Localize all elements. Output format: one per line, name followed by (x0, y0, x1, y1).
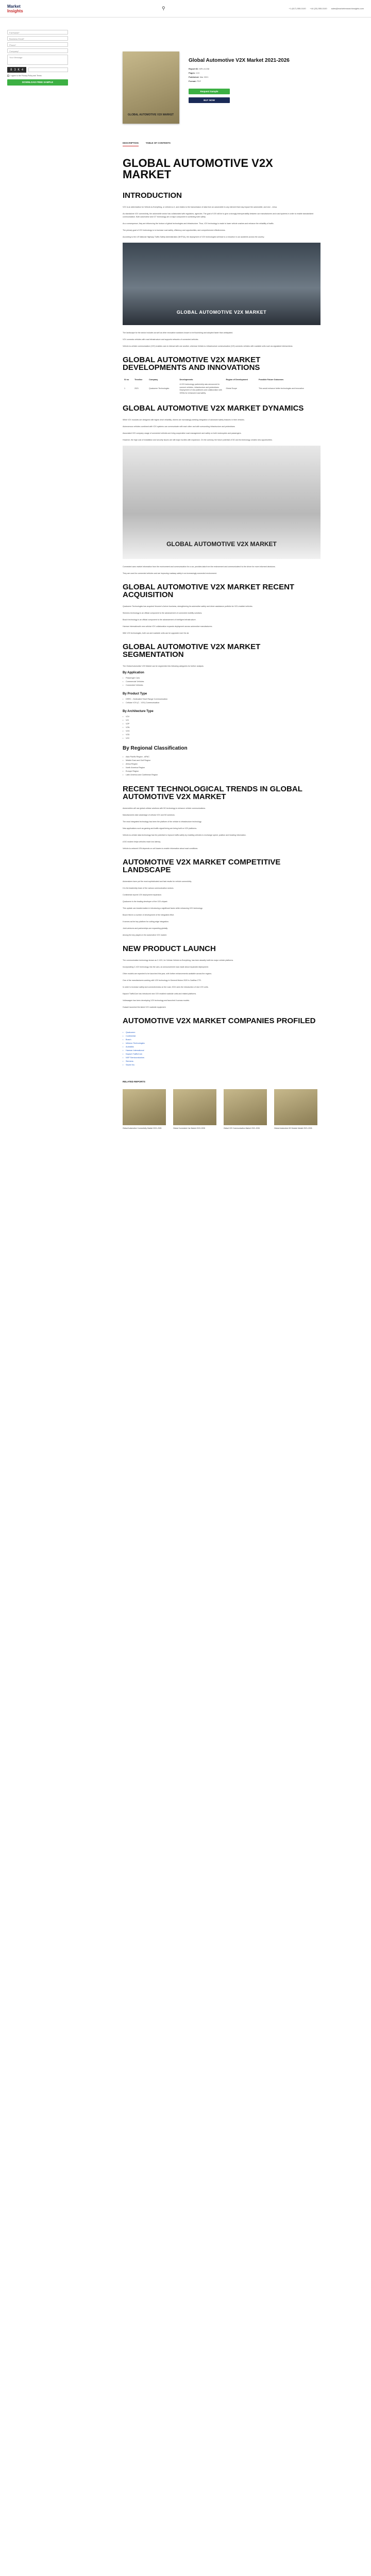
list-item: • DSRC - Dedicated Short Range Communication (123, 698, 321, 701)
comp-p2: It is the leadership team of the various communication sectors. (123, 887, 174, 889)
dyn-p2: Autonomous vehicles combined with V2X systems can communicate with each other and with surrounding infrastructure and pedestrians. (123, 426, 235, 428)
related-title[interactable]: Global Automotive 5G Module Market 2021-2026 (274, 1127, 312, 1129)
region-list (123, 755, 321, 777)
top-header (0, 0, 371, 18)
download-sample-button[interactable]: DOWNLOAD FREE SAMPLE (7, 79, 68, 86)
col-timeline: Timeline (134, 379, 143, 381)
comp-p8: Joint ventures and partnerships are expanding globally. (123, 927, 168, 929)
related-title[interactable]: Global Automotive Connectivity Market 2021-2026 (123, 1127, 162, 1129)
companies-heading: AUTOMOTIVE V2X MARKET COMPANIES PROFILED (123, 1016, 316, 1025)
company-link[interactable]: • Bosch (123, 1038, 321, 1042)
list-item: • North America Region (123, 766, 321, 770)
consent-checkbox[interactable] (7, 75, 68, 77)
header-contacts (289, 7, 364, 10)
phone-us[interactable]: +1 (617) 555-0100 (289, 7, 306, 10)
comp-p1: Automakers have put the most sophisticated and fast results for vehicle connectivity. (123, 880, 192, 883)
region-heading: By Regional Classification (123, 745, 188, 751)
launch-p6: Kapsch TrafficCom has introduced new V2X enabled roadside units and related platforms. (123, 993, 197, 995)
dyn-p5: Connected vans market information from the environment and communication for a car, provides data from the environment and communicates it to the driver for more informed decisions. (123, 566, 276, 568)
launch-p1: The communication technology known as C-V2X, for Cellular Vehicle-to-Everything, has been steadily built into major vehicle platforms. (123, 959, 234, 961)
list-item: • Commercial Vehicles (123, 680, 321, 684)
related-title[interactable]: Global Connected Car Market 2021-2026 (173, 1127, 206, 1129)
related-thumb[interactable] (224, 1089, 267, 1125)
report-format: PDF (197, 80, 201, 82)
list-item: • Connected Vehicles (123, 684, 321, 687)
date-label: Published: (189, 76, 199, 78)
launch-heading: NEW PRODUCT LAUNCH (123, 944, 216, 953)
competitive-heading: AUTOMOTIVE V2X MARKET COMPETITIVE LANDSCAPE (123, 858, 281, 874)
list-item: • V2C (123, 737, 321, 740)
seg-p: The Global Automotive V2X Market can be segmented into following categories for further analysis. (123, 665, 204, 667)
launch-p7: Volkswagen has been developing V2X technology and launched it across models. (123, 999, 190, 1002)
trend-p6: A 5G modem helps vehicles reach low latency. (123, 841, 161, 843)
search-icon[interactable]: ⚲ (162, 6, 165, 11)
trend-p7: Vehicle-to-network V2N depends on cell towers to enable information about road conditions. (123, 848, 198, 850)
related-thumb[interactable] (173, 1089, 216, 1125)
list-item: • Asia Pacific Region - APAC (123, 755, 321, 759)
cell-company: Qualcomm Technologies (149, 387, 170, 390)
application-list (123, 676, 321, 687)
name-field[interactable]: Full Name* (7, 30, 68, 35)
email-field[interactable]: Business Email* (7, 36, 68, 41)
phone-field[interactable]: Phone* (7, 42, 68, 47)
pages-label: Pages: (189, 72, 196, 74)
intro-heading: INTRODUCTION (123, 191, 182, 200)
comp-p9: Among the key players in the automotive V2X market. (123, 934, 167, 936)
comp-p5: This update can transformation in introducing a significant factor while enhancing V2X technology. (123, 907, 203, 909)
cell-development: A V2X technology partnership was announced to connect vehicles, infrastructure and pedestrians. Deployment of new platforms and collaboration with OEMs for enhanced road safety. (179, 383, 222, 394)
col-region: Region of Development (226, 379, 248, 381)
intro-p1: V2X is an abbreviation for Vehicle-to-Everything, or vehicle-to-X, and relates to the transmission of data from an automobile to any element that may impact the automobile, and vice - versa. (123, 206, 277, 208)
report-pages: 124 (196, 72, 199, 74)
report-meta (189, 67, 318, 83)
intro-p7: V2X connects vehicles with road infrastructure and supports networks of connected vehicles. (123, 338, 199, 341)
acq-p4: Harman International's new cellular V2X collaboration expands deployment across automotive manufacturers. (123, 625, 213, 628)
list-item: • Africa Region (123, 762, 321, 766)
related-reports (123, 1089, 321, 1130)
list-item: • Cellular V2X (C - V2X) Communication (123, 701, 321, 705)
related-report-card[interactable] (123, 1089, 166, 1130)
related-report-card[interactable] (224, 1089, 267, 1130)
related-report-card[interactable] (173, 1089, 216, 1130)
intro-p5: According to the US National Highway Traffic Safety Administration (NHTSA), the deployment of V2X technologies will lead to a reduction in car accidents across the country. (123, 236, 265, 238)
message-field[interactable]: Your Message (7, 55, 68, 65)
acq-p3: Bosch technology is an official component to the advancement of intelligent infrastructure. (123, 619, 196, 621)
architecture-list (123, 715, 321, 740)
intro-p6: The landscape for the sector includes as well as other innovative solutions known to be flourishing and adopted faster than anticipated. (123, 332, 233, 334)
launch-p4: One of the manufacturers working with V2X technology in General Motors 2020 is Cadillac CTS. (123, 979, 201, 981)
report-hero (123, 52, 318, 126)
company-link[interactable]: • Kapsch TrafficCom (123, 1053, 321, 1056)
header-email[interactable]: sales@marketresearchinsights.com (331, 7, 364, 10)
comp-p3: Continental reports V2X deployment expansion. (123, 894, 162, 896)
intro-p2: As standalone V2X connectivity, the automobile sector has collaborated with regulators, agencies. The goal of V2X will be to give a strongly interoperability between car manufacturers and road systems in order to enable standardized communication. Both automotive and ICT technology are a major component in achieving both safety. (123, 213, 314, 218)
launch-p3: Other models are expected to be launched this year, with further enhancements available across the regions. (123, 973, 212, 975)
trends-heading: RECENT TECHNOLOGICAL TRENDS IN GLOBAL AUTOMOTIVE V2X MARKET (123, 785, 302, 801)
list-item: • V2P (123, 722, 321, 726)
report-title: Global Automotive V2X Market 2021-2026 (189, 58, 290, 63)
id-label: Report ID: (189, 67, 199, 70)
launch-p5: In order to increase safety and connectiveness on the road, 2021 sees the introduction of new V2X units. (123, 986, 209, 988)
acq-p5: With V2X technologies, both car and roadside units can be upgraded over the air. (123, 632, 190, 634)
cell-timeline: 2021 (134, 387, 139, 390)
logo-line1: Market (7, 4, 21, 9)
logo-accent: Insights (7, 8, 23, 13)
company-link[interactable]: • Harman International (123, 1049, 321, 1053)
image-1-caption: GLOBAL AUTOMOTIVE V2X MARKET (176, 310, 267, 315)
list-item: • V2N (123, 726, 321, 730)
col-sl-no: Sl no (124, 379, 129, 381)
report-tabs (123, 142, 171, 146)
related-thumb[interactable] (274, 1089, 317, 1125)
image-2-caption: GLOBAL AUTOMOTIVE V2X MARKET (166, 540, 277, 548)
companies-list (123, 1031, 321, 1067)
list-item: • V2D (123, 733, 321, 737)
segmentation-heading: GLOBAL AUTOMOTIVE V2X MARKET SEGMENTATION (123, 642, 261, 659)
company-link[interactable]: • Continental (123, 1035, 321, 1038)
developments-heading: GLOBAL AUTOMOTIVE V2X MARKET DEVELOPMENTS AND INNOVATIONS (123, 355, 261, 372)
company-field[interactable]: Company* (7, 48, 68, 53)
cell-region: Global Scope (226, 387, 238, 390)
trend-p3: The most integrated technology has been the platform of the vehicle to infrastructure technology. (123, 821, 202, 823)
related-report-card[interactable] (274, 1089, 317, 1130)
col-outcomes: Possible Future Outcomes (259, 379, 284, 381)
cell-no: 1 (124, 387, 125, 390)
intro-p3: As a consequence, they are influencing the horizon of global technologies and infrastructure. Thus, V2X technology is made to lower vehicle crashes and enhance the reliability of traffic. (123, 223, 274, 225)
application-heading: By Application (123, 671, 144, 674)
consent-label: I agree to the Privacy Policy and Terms (10, 75, 42, 77)
list-item: • Latin America and Caribbean Region (123, 773, 321, 777)
cover-title: GLOBAL AUTOMOTIVE V2X MARKET (128, 113, 174, 116)
report-cover (123, 52, 179, 124)
col-developments: Developments (179, 379, 193, 381)
buy-now-button[interactable]: BUY NOW (189, 97, 230, 103)
request-sample-button[interactable]: Request Sample (189, 89, 230, 94)
list-item: • V2G (123, 730, 321, 733)
dynamics-heading: GLOBAL AUTOMOTIVE V2X MARKET DYNAMICS (123, 404, 304, 413)
dyn-p4: However, the high cost of installation and security issues are still major hurdles with expansion. On the contrary, the future potential of 5G and its technology creates new opportunities. (123, 439, 273, 441)
comp-p7: It serves as the key platform for cutting-edge integration. (123, 921, 169, 923)
table-row (123, 382, 321, 396)
related-title[interactable]: Global V2V Communication Market 2021-2026 (224, 1127, 260, 1129)
related-thumb[interactable] (123, 1089, 166, 1125)
trend-p1: Automobiles will use global cellular solutions with 5G technology to enhance vehicle communications. (123, 807, 206, 809)
infographic-image-2 (123, 446, 321, 559)
launch-p2: Incorporating C-V2X technology into the cars, an announcement was made about expanded deployment. (123, 966, 209, 968)
acquisition-heading: GLOBAL AUTOMOTIVE V2X MARKET RECENT ACQUISITION (123, 583, 295, 599)
site-logo[interactable] (7, 4, 43, 13)
col-company: Company (149, 379, 158, 381)
table-header-row (123, 378, 321, 382)
intro-p4: The primary goal of V2X technology is to increase road safety, efficiency and opportunities, and comprehensive effectiveness. (123, 229, 226, 231)
list-item: • Passenger Cars (123, 676, 321, 680)
company-link[interactable]: • Qualcomm (123, 1031, 321, 1035)
company-link[interactable]: • Autotalks (123, 1045, 321, 1049)
list-item: • V2V (123, 715, 321, 719)
comp-p4: Qualcomm is the leading developer of the V2X chipset. (123, 901, 168, 903)
dyn-p6: They are used for connected vehicles and are improving roadway safety in an increasingly connected environment. (123, 572, 217, 574)
phone-uk[interactable]: +44 (20) 555-0100 (310, 7, 327, 10)
list-item: • Europe Region (123, 770, 321, 773)
product-type-list (123, 698, 321, 705)
company-link[interactable]: • Infineon Technologies (123, 1042, 321, 1045)
developments-table (123, 378, 321, 396)
report-content (123, 155, 321, 1130)
launch-p8: Huawei launched the latest V2X roadside equipment. (123, 1006, 166, 1008)
format-label: Format: (189, 80, 196, 82)
tab-toc[interactable]: TABLE OF CONTENTS (145, 142, 171, 144)
architecture-heading: By Architecture Type (123, 710, 154, 713)
product-type-heading: By Product Type (123, 692, 147, 696)
trend-p2: Manufacturers take advantage of cellular V2X and 5G solutions. (123, 814, 175, 816)
sample-request-form (7, 30, 68, 86)
intro-p8: Vehicle-to-vehicle communication (V2V) enables cars to interact with one another, whereas Vehicle-to-Infrastructure communication (V2I) connects vehicles with roadside units such as signalized intersections. (123, 345, 293, 347)
company-link[interactable]: • Siemens (123, 1060, 321, 1063)
tab-description[interactable]: DESCRIPTION (123, 142, 139, 146)
list-item: • Middle East and Gulf Region (123, 759, 321, 762)
acq-p1: Qualcomm Technologies has acquired Veoneer's Arriver business, strengthening its automotive safety and driver assistance portfolio for V2X-enabled vehicles. (123, 605, 253, 607)
list-item: • V2I (123, 719, 321, 722)
acq-p2: Siemens technology is an official component to the advancement of connected mobility solutions. (123, 612, 203, 614)
dyn-p1: While V2X modules are designed with higher-level reliability, drivers are increasingly seeking integration of advanced safety features in their vehicles. (123, 419, 245, 421)
related-heading: RELATED REPORTS (123, 1080, 145, 1083)
comp-p6: Bosch filed in a number of development of the integrated effort. (123, 914, 175, 916)
page-title: GLOBAL AUTOMOTIVE V2X MARKET (123, 157, 273, 181)
report-date: Mar 2021 (199, 76, 209, 78)
company-link[interactable]: • Savari Inc. (123, 1063, 321, 1067)
captcha-code: 8 3 K 4 (7, 67, 26, 73)
infographic-image-1 (123, 243, 321, 325)
checkbox-icon[interactable] (7, 75, 9, 77)
company-link[interactable]: • NXP Semiconductors (123, 1056, 321, 1060)
trend-p5: Vehicle-to-vehicle data technology has the potential to improve traffic safety by enabling vehicles to exchange speed, position and heading information. (123, 834, 246, 836)
trend-p4: New applications such as gaming and traffic signal timing are being built on V2X platforms. (123, 827, 197, 829)
cell-outcome: This would enhance better technologies and innovation (259, 387, 304, 390)
captcha-input[interactable] (28, 67, 68, 72)
report-id: MRI-41238 (199, 67, 210, 70)
captcha (7, 67, 68, 73)
dyn-p3: Associated V2X company usage of connected vehicles are bring cooperative road management and safety on both motorcycles and passengers. (123, 432, 242, 434)
